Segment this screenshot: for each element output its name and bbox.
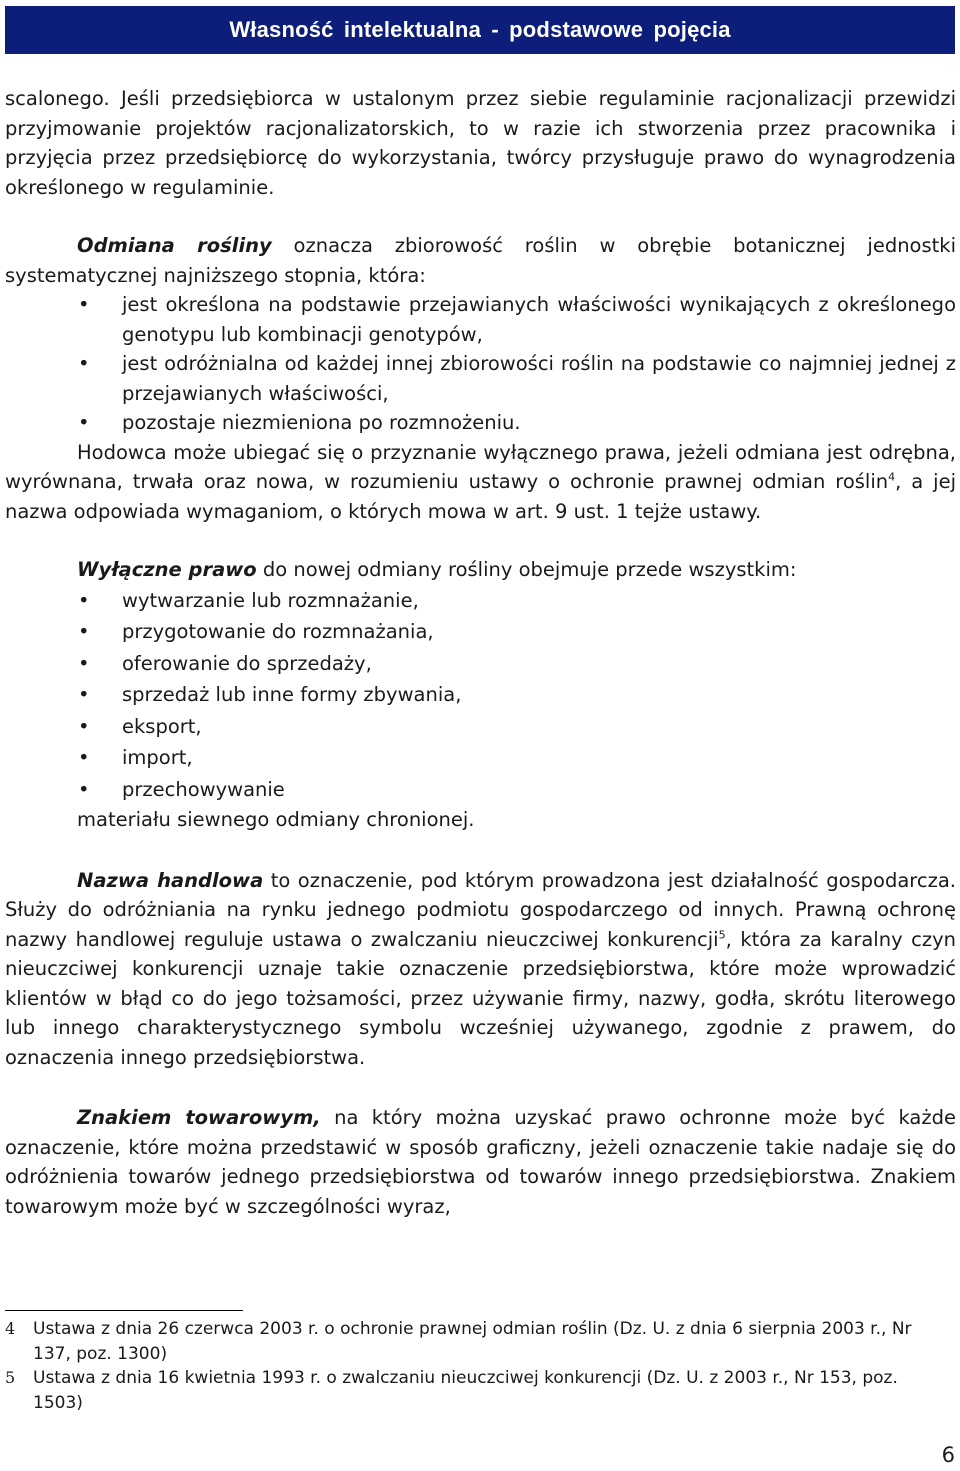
footnotes xyxy=(5,1317,950,1415)
list-item: • jest określona na podstawie przejawianych właściwości wynikających z określonego genotypu lub kombinacji genotypów, xyxy=(122,290,956,349)
nazwa-text-a: to oznaczenie, pod którym prowadzona jest działalność gospodarcza. Służy do odróżniania na rynku jednego podmiotu gospodarczego od innych. Prawną ochronę nazwy handlowej reguluje ustawa o zwalczaniu nieuczciwej konkurencji xyxy=(5,868,956,951)
intro-paragraph: scalonego. Jeśli przedsiębiorca w ustalonym przez siebie regulaminie racjonalizacji przewidzi przyjmowanie projektów racjonalizatorskich, to w razie ich stworzenia przez pracownika i przyjęcia przez przedsiębiorcę do wykorzystania, twórcy przysługuje prawo do wynagrodzenia określonego w regulaminie. xyxy=(5,87,956,199)
footnote-text: Ustawa z dnia 26 czerwca 2003 r. o ochronie prawnej odmian roślin (Dz. U. z dnia 6 sierpnia 2003 r., Nr 137, poz. 1300) xyxy=(33,1319,912,1364)
footnote-text: Ustawa z dnia 16 kwietnia 1993 r. o zwalczaniu nieuczciwej konkurencji (Dz. U. z 2003 r., Nr 153, poz. 1503) xyxy=(33,1368,898,1413)
list-item: • przechowywanie xyxy=(122,774,956,806)
page-header-title: Własność intelektualna - podstawowe pojęcia xyxy=(229,17,731,42)
page-number: 6 xyxy=(941,1443,955,1467)
prawo-tail: materiału siewnego odmiany chronionej. xyxy=(77,808,475,831)
spacer xyxy=(5,202,956,231)
term-odmiana: Odmiana rośliny xyxy=(77,234,272,257)
list-item: • wytwarzanie lub rozmnażanie, xyxy=(122,585,956,617)
footnote-separator xyxy=(5,1310,243,1311)
document-body xyxy=(5,84,956,1221)
footnote-ref-5[interactable]: 5 xyxy=(718,928,726,941)
footnote-5 xyxy=(5,1366,950,1415)
list-item: • oferowanie do sprzedaży, xyxy=(122,648,956,680)
odmiana-definition: oznacza zbiorowość roślin w obrębie botanicznej jednostki systematycznej najniższego stopnia, która: xyxy=(5,234,956,287)
footnote-4 xyxy=(5,1317,950,1366)
term-znak-towarowy: Znakiem towarowym, xyxy=(77,1106,321,1129)
footnote-ref-4[interactable]: 4 xyxy=(888,470,896,484)
list-item: • import, xyxy=(122,742,956,774)
footnote-number: 4 xyxy=(5,1319,16,1338)
footnote-number: 5 xyxy=(5,1368,16,1387)
list-item: • jest odróżnialna od każdej innej zbiorowości roślin na podstawie co najmniej jednej z przejawianych właściwości, xyxy=(122,349,956,408)
nazwa-text-b: , która za karalny czyn nieuczciwej konkurencji uznaje takie oznaczenie przedsiębiorstwa, które może wprowadzić klientów w błąd co do jego tożsamości, przez używanie firmy, nazwy, godła, skrótu literowego lub innego charakterystycznego symbolu wcześniej używanego, zgodnie z prawem, do oznaczenia innego przedsiębiorstwa. xyxy=(5,927,956,1069)
spacer xyxy=(5,1072,956,1103)
term-nazwa-handlowa: Nazwa handlowa xyxy=(77,868,264,892)
znak-paragraph xyxy=(5,1103,956,1221)
hodowca-text-b: , a jej nazwa odpowiada wymaganiom, o których mowa w art. 9 ust. 1 tejże ustawy. xyxy=(5,470,956,523)
list-item: • pozostaje niezmieniona po rozmnożeniu. xyxy=(122,408,956,438)
list-item: • eksport, xyxy=(122,711,956,743)
odmiana-bullet-list xyxy=(5,290,956,438)
spacer xyxy=(5,526,956,555)
znak-text: na który można uzyskać prawo ochronne może być każde oznaczenie, które można przedstawić w sposób graficzny, jeżeli oznaczenie takie nadaje się do odróżnienia towarów jednego przedsiębiorstwa od towarów innego przedsiębiorstwa. Znakiem towarowym może być w szczególności wyraz, xyxy=(5,1106,956,1218)
odmiana-paragraph xyxy=(5,231,956,290)
spacer xyxy=(5,835,956,866)
term-wylaczne-prawo: Wyłączne prawo xyxy=(77,558,257,581)
nazwa-paragraph xyxy=(5,866,956,1073)
list-item: • przygotowanie do rozmnażania, xyxy=(122,616,956,648)
prawo-paragraph xyxy=(5,555,956,585)
prawo-bullet-list xyxy=(5,585,956,806)
page-header-bar xyxy=(5,6,955,54)
hodowca-text-a: Hodowca może ubiegać się o przyznanie wyłącznego prawa, jeżeli odmiana jest odrębna, wyrównana, trwała oraz nowa, w rozumieniu ustawy o ochronie prawnej odmian roślin xyxy=(5,440,956,493)
hodowca-paragraph xyxy=(5,438,956,527)
prawo-definition: do nowej odmiany rośliny obejmuje przede wszystkim: xyxy=(256,558,797,581)
list-item: • sprzedaż lub inne formy zbywania, xyxy=(122,679,956,711)
